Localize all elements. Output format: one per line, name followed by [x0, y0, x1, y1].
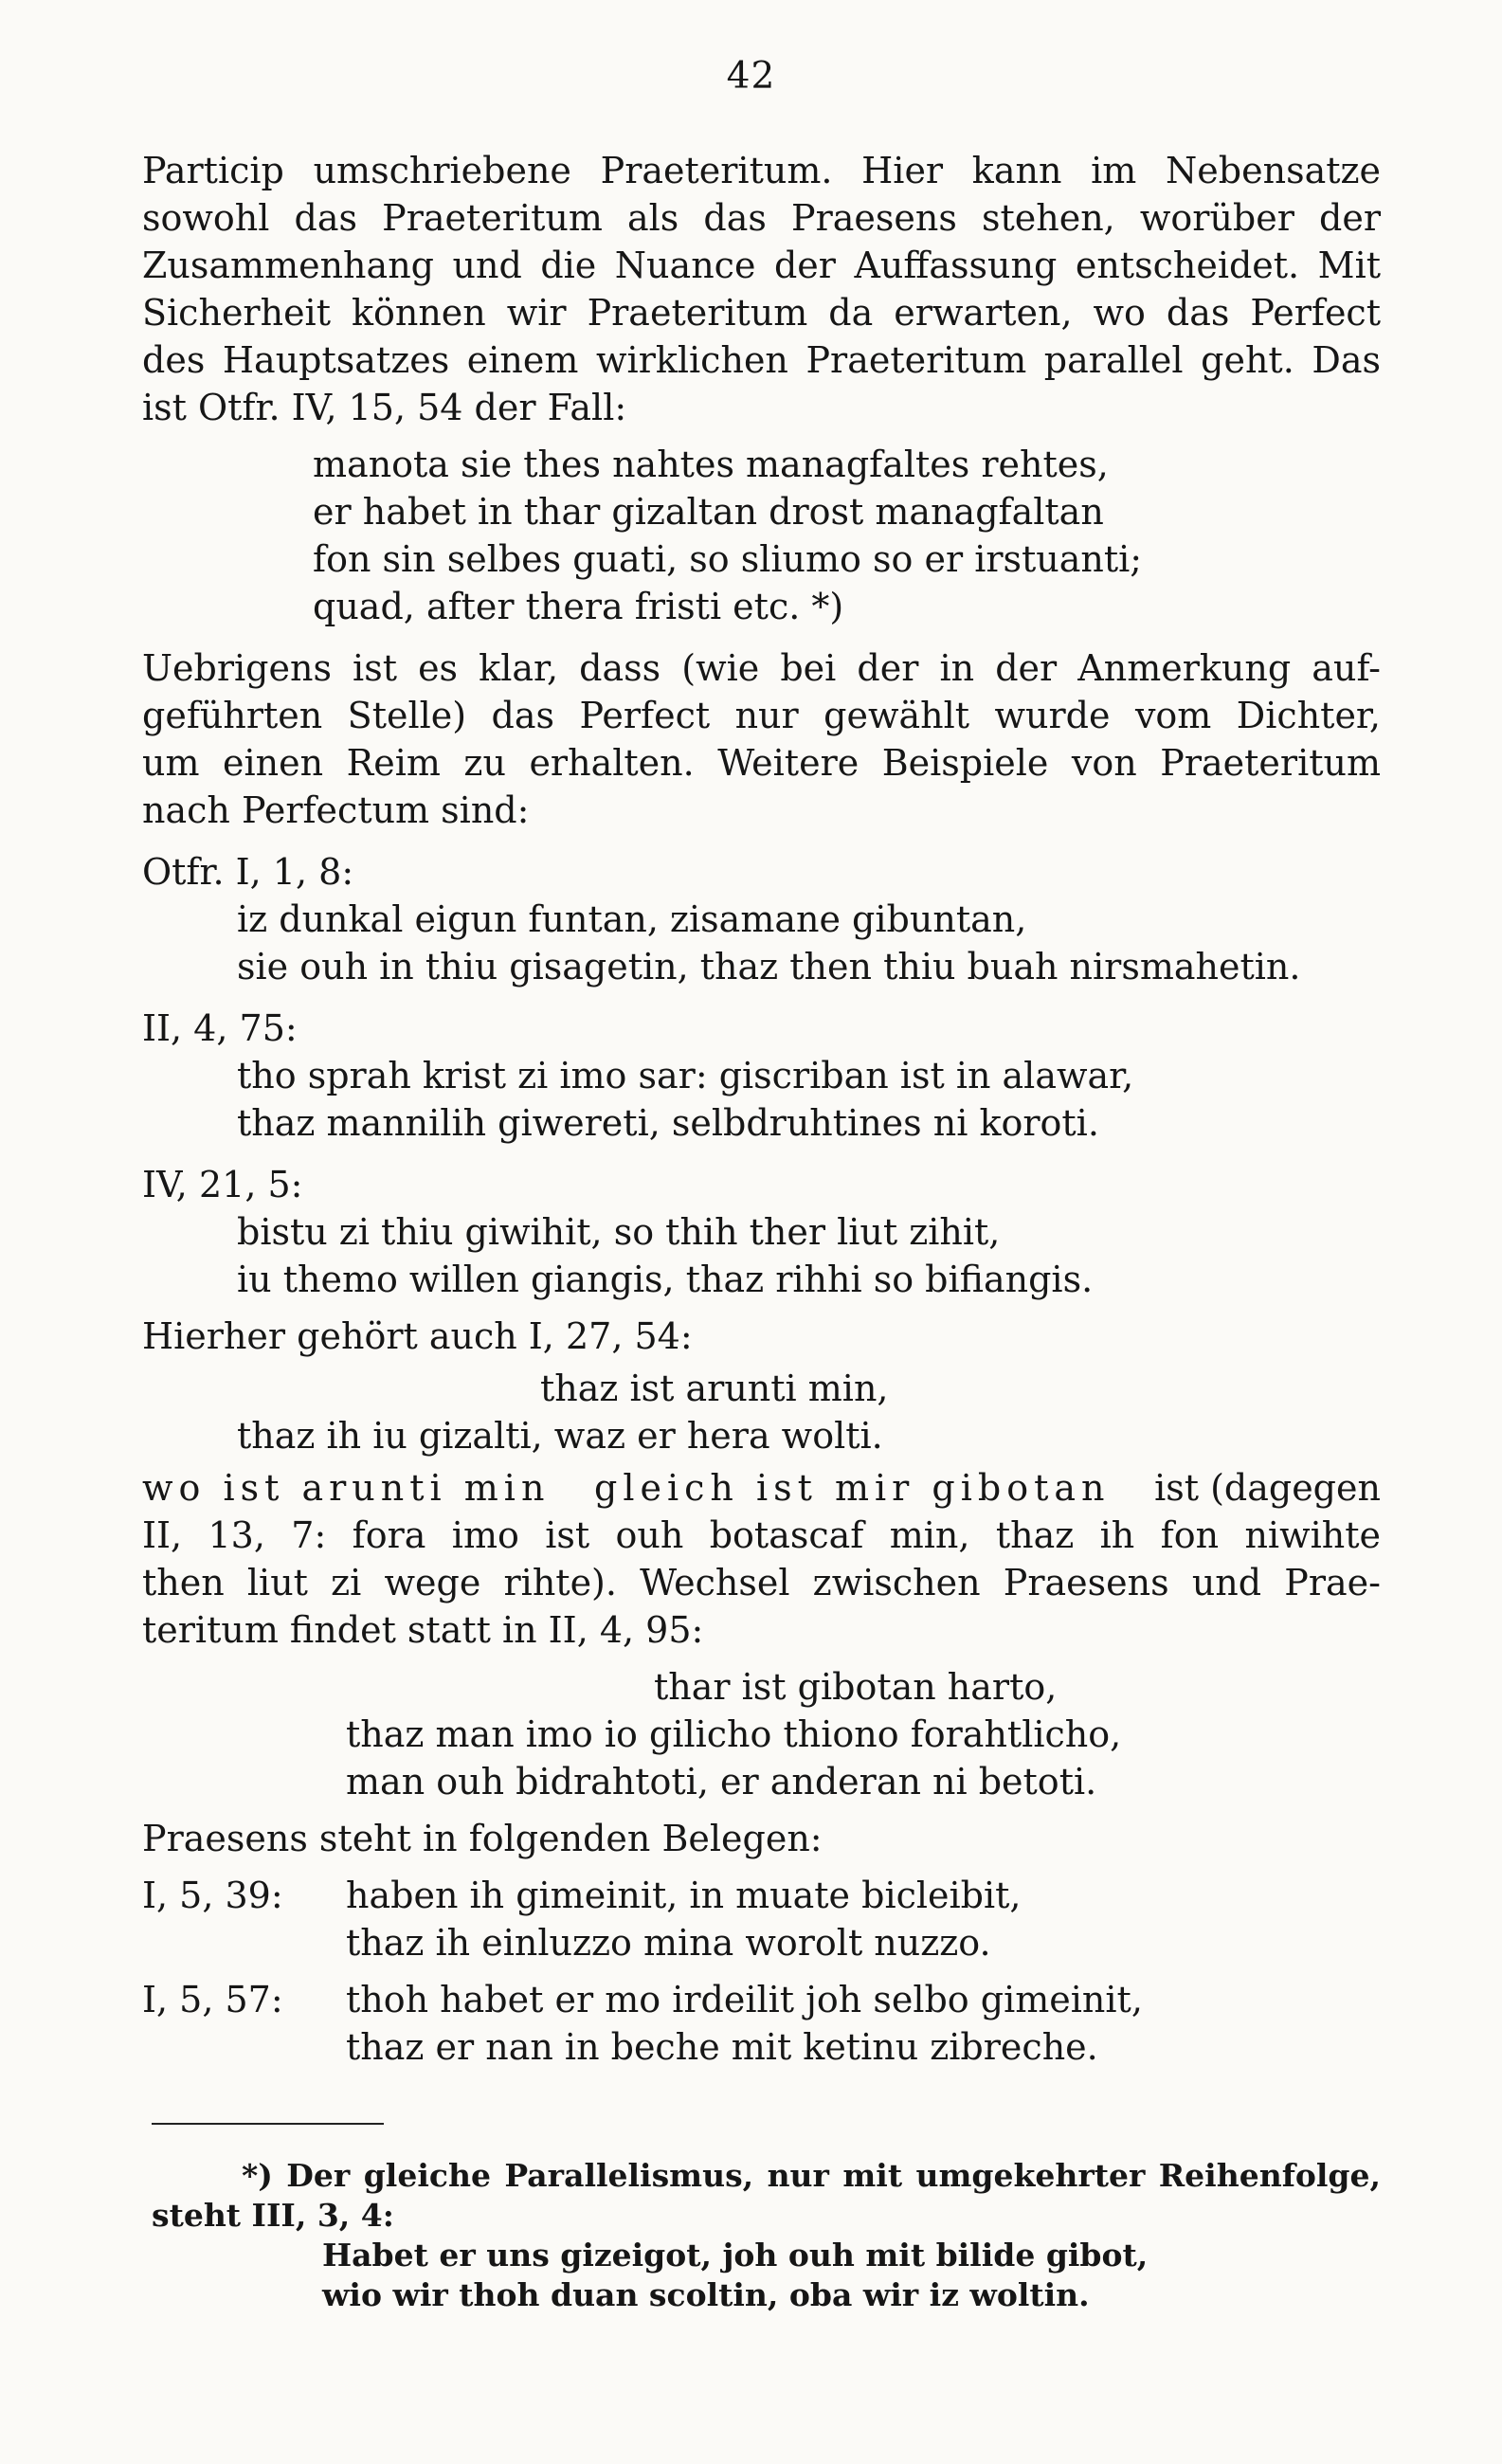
text-line-spaced — [142, 1464, 1381, 1512]
text-line: Zusammenhang und die Nuance der Auffassung entscheidet. Mit — [142, 245, 1381, 286]
verse-line: man ouh bidrahtoti, er anderan ni betoti. — [346, 1761, 1097, 1803]
verse-line: thaz er nan in beche mit ketinu zibreche. — [346, 2026, 1098, 2068]
text-line: Uebrigens ist es klar, dass (wie bei der in der Anmerkung auf- — [142, 647, 1381, 689]
spaced-phrase: gleich ist mir gibotan — [594, 1467, 1111, 1509]
footnote-verse: Habet er uns gizeigot, joh ouh mit bilide gibot, — [322, 2237, 1149, 2274]
citation-ref: IV, 21, 5: — [142, 1164, 303, 1205]
verse-line: thaz ih iu gizalti, waz er hera wolti. — [237, 1415, 883, 1457]
verse-line: thaz man imo io gilicho thiono forahtlicho, — [346, 1713, 1122, 1755]
verse-line: fon sin selbes guati, so sliumo so er irstuanti; — [313, 538, 1143, 580]
citation-ref: I, 5, 57: — [142, 1979, 283, 2020]
text-line: II, 13, 7: fora imo ist ouh botascaf min, thaz ih fon niwihte — [142, 1514, 1381, 1556]
verse-line: tho sprah krist zi imo sar: giscriban ist in alawar, — [237, 1055, 1134, 1096]
citation-ref: I, 5, 39: — [142, 1875, 283, 1916]
footnote-divider — [152, 2123, 384, 2125]
text-line: sowohl das Praeteritum als das Praesens stehen, worüber der — [142, 197, 1381, 239]
footnote-line: steht III, 3, 4: — [152, 2197, 394, 2234]
citation-ref: Otfr. I, 1, 8: — [142, 851, 354, 893]
text-line: nach Perfectum sind: — [142, 789, 530, 831]
text-line: des Hauptsatzes einem wirklichen Praeteritum parallel geht. Das — [142, 339, 1381, 381]
citation-ref: II, 4, 75: — [142, 1007, 298, 1049]
verse-line: iz dunkal eigun funtan, zisamane gibuntan, — [237, 898, 1027, 940]
verse-line: thaz mannilih giwereti, selbdruhtines ni koroti. — [237, 1102, 1099, 1144]
text-line: Praesens steht in folgenden Belegen: — [142, 1818, 823, 1859]
page-number: 42 — [726, 55, 776, 98]
verse-line: quad, after thera fristi etc. *) — [313, 586, 844, 627]
verse-line: thaz ih einluzzo mina worolt nuzzo. — [346, 1922, 991, 1964]
footnote-line: *) Der gleiche Parallelismus, nur mit umgekehrter Reihenfolge, — [242, 2157, 1381, 2194]
verse-line: thaz ist arunti min, — [540, 1368, 889, 1409]
verse-line: manota sie thes nahtes managfaltes rehtes, — [313, 444, 1109, 485]
verse-line: haben ih gimeinit, in muate bicleibit, — [346, 1875, 1022, 1916]
text-line: then liut zi wege rihte). Wechsel zwischen Praesens und Prae- — [142, 1562, 1381, 1603]
text-line: um einen Reim zu erhalten. Weitere Beispiele von Praeteritum — [142, 742, 1381, 784]
text-line: Hierher gehört auch I, 27, 54: — [142, 1315, 693, 1357]
verse-line: iu themo willen giangis, thaz rihhi so bifiangis. — [237, 1259, 1094, 1300]
verse-line: thoh habet er mo irdeilit joh selbo gimeinit, — [346, 1979, 1143, 2020]
text-line: ist Otfr. IV, 15, 54 der Fall: — [142, 387, 627, 428]
text-line: geführten Stelle) das Perfect nur gewählt wurde vom Dichter, — [142, 695, 1381, 736]
verse-line: thar ist gibotan harto, — [654, 1666, 1058, 1708]
footnote-verse: wio wir thoh duan scoltin, oba wir iz woltin. — [322, 2276, 1090, 2313]
spaced-phrase: wo ist arunti min — [142, 1467, 551, 1509]
text-line: teritum findet statt in II, 4, 95: — [142, 1609, 704, 1651]
verse-line: bistu zi thiu giwihit, so thih ther liut zihit, — [237, 1211, 1001, 1253]
text-fragment: ist (dagegen — [1154, 1467, 1381, 1509]
verse-line: sie ouh in thiu gisagetin, thaz then thiu buah nirsmahetin. — [237, 946, 1301, 987]
text-line: Particip umschriebene Praeteritum. Hier kann im Nebensatze — [142, 150, 1381, 191]
text-line: Sicherheit können wir Praeteritum da erwarten, wo das Perfect — [142, 292, 1381, 334]
verse-line: er habet in thar gizaltan drost managfaltan — [313, 491, 1104, 533]
